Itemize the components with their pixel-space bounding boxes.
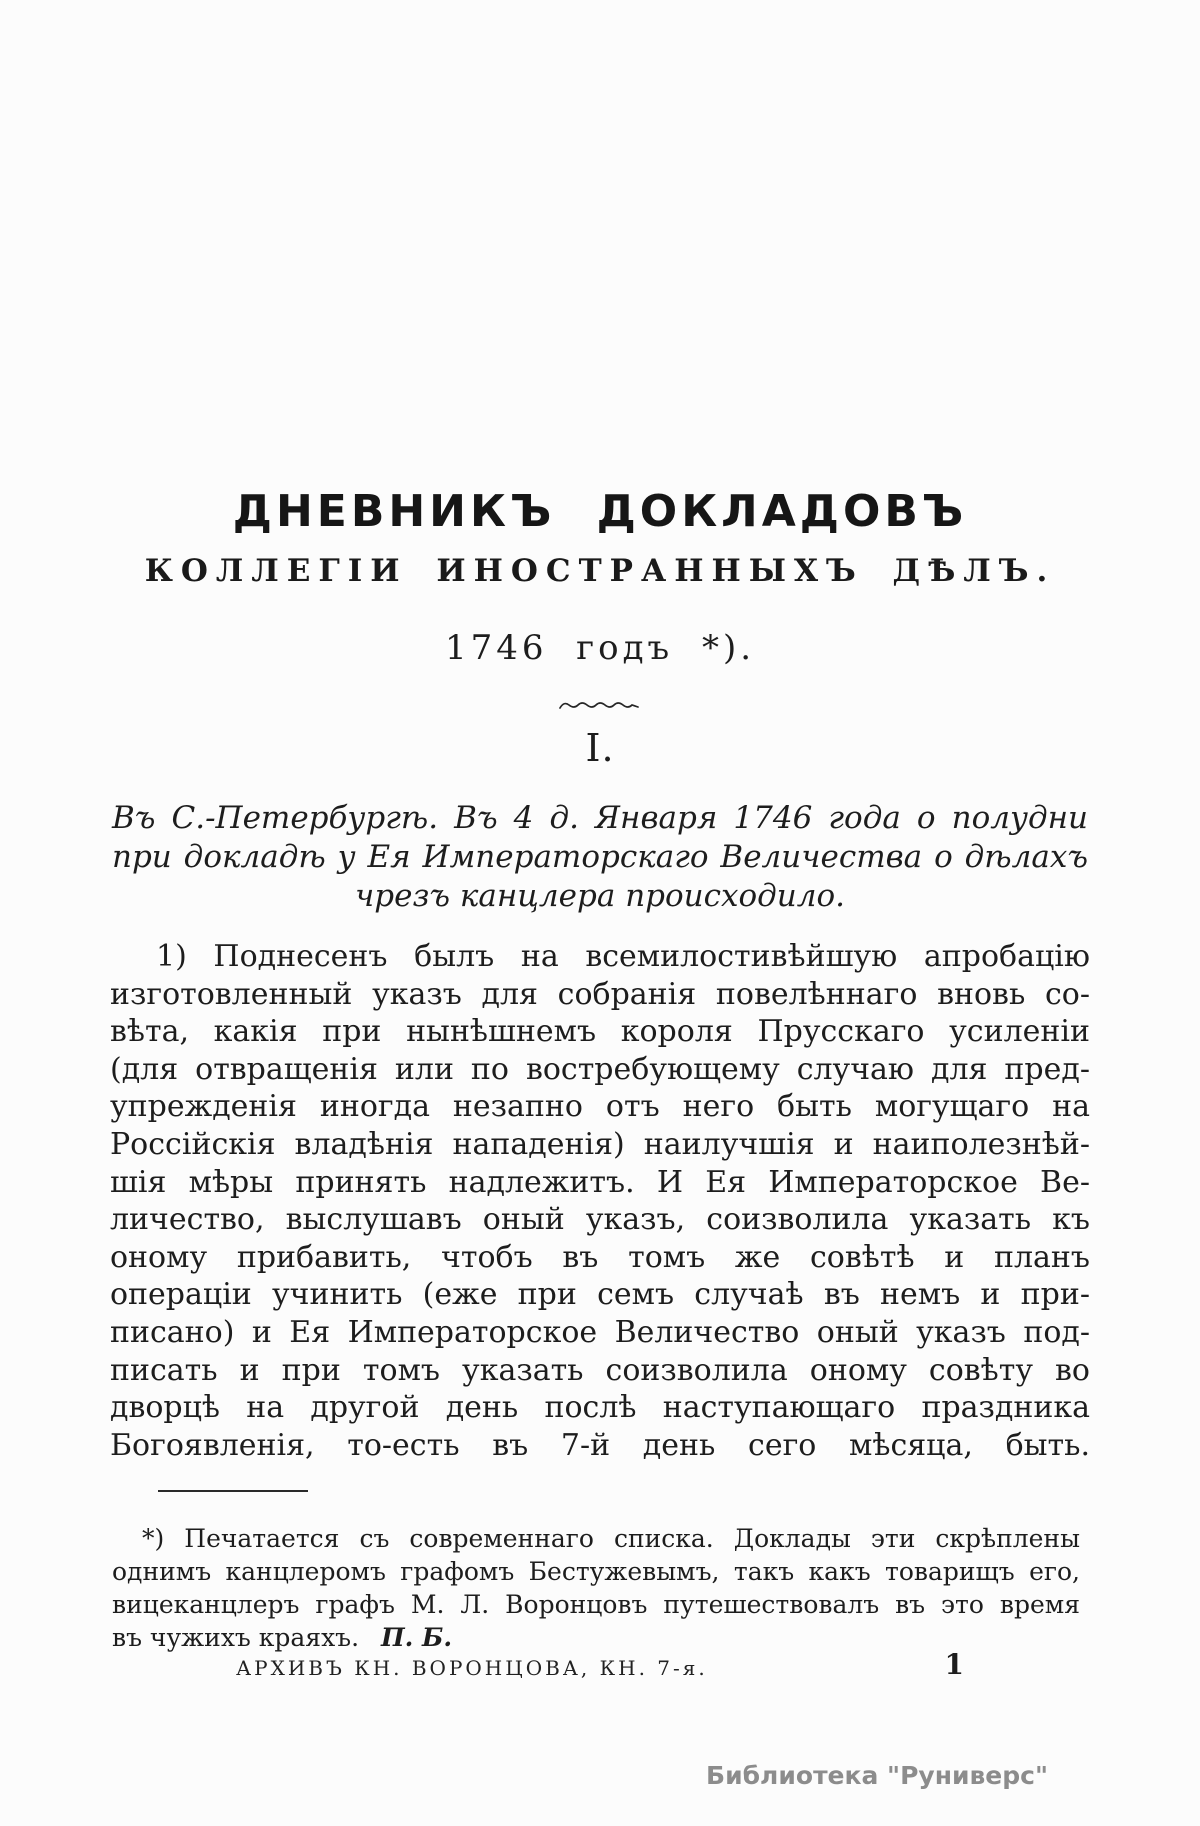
page-number: 1 [944, 1648, 964, 1681]
body-text-line: изготовленный указъ для собранія повелѣннаго вновь со- [110, 976, 1090, 1012]
body-text-line: дворцѣ на другой день послѣ наступающаго праздника [110, 1390, 1090, 1426]
body-text-line: вѣта, какія при нынѣшнемъ короля Прусскаго усиленіи [110, 1014, 1090, 1050]
footnote-line: вицеканцлеръ графъ М. Л. Воронцовъ путешествовалъ въ это время [112, 1590, 1080, 1619]
footnote-line: однимъ канцлеромъ графомъ Бестужевымъ, такъ какъ товарищъ его, [112, 1557, 1080, 1586]
footnote-last-line-text: въ чужихъ краяхъ. [112, 1623, 360, 1652]
body-text-line: операціи учинить (еже при семъ случаѣ въ немъ и при- [110, 1277, 1090, 1313]
footnote-line [112, 1621, 1080, 1654]
section-heading-line: при докладѣ у Ея Императорскаго Величества о дѣлахъ [112, 839, 1088, 875]
body-text-line: упрежденія иногда незапно отъ него быть могущаго на [110, 1089, 1090, 1125]
page-footer [110, 1648, 1090, 1692]
body-text-line: писано) и Ея Императорское Величество оный указъ под- [110, 1314, 1090, 1350]
body-paragraph [110, 938, 1090, 1464]
section-number: I. [585, 726, 615, 770]
page-title: ДНЕВНИКЪ ДОКЛАДОВЪ [232, 486, 968, 537]
section-heading-line: чрезъ канцлера происходило. [354, 878, 846, 914]
footer-caption: АРХИВЪ КН. ВОРОНЦОВА, КН. 7-я. [236, 1656, 708, 1680]
footnote [112, 1522, 1080, 1654]
body-text-line: писать и при томъ указать соизволила оному совѣту во [110, 1352, 1090, 1388]
body-text-line: Богоявленія, то-есть въ 7-й день сего мѣсяца, быть. [110, 1427, 1090, 1463]
body-text-line: шія мѣры принять надлежитъ. И Ея Императорское Ве- [110, 1164, 1090, 1200]
footnote-separator [158, 1490, 308, 1492]
body-text-line: Россійскія владѣнія нападенія) наилучшія и наиполезнѣй- [110, 1126, 1090, 1162]
squiggle-ornament [0, 699, 1200, 711]
library-watermark: Библиотека "Руниверс" [706, 1761, 1048, 1790]
page-subtitle: КОЛЛЕГІИ ИНОСТРАННЫХЪ ДѢЛЪ. [144, 553, 1056, 589]
body-text-line: 1) Поднесенъ былъ на всемилостивѣйшую апробацію [156, 939, 1090, 974]
year-line: 1746 годъ *). [444, 628, 756, 668]
body-text-line: личество, выслушавъ оный указъ, соизволила указать къ [110, 1202, 1090, 1238]
body-text-line: (для отвращенія или по востребующему случаю для пред- [110, 1051, 1090, 1087]
section-heading-line: Въ С.-Петербургѣ. Въ 4 д. Января 1746 года о полудни [112, 800, 1088, 836]
body-text-line: оному прибавить, чтобъ въ томъ же совѣтѣ и планъ [110, 1239, 1090, 1275]
section-heading [112, 799, 1088, 916]
footnote-signature: П. Б. [381, 1623, 453, 1652]
footnote-line: *) Печатается съ современнаго списка. Доклады эти скрѣплены [142, 1524, 1080, 1553]
